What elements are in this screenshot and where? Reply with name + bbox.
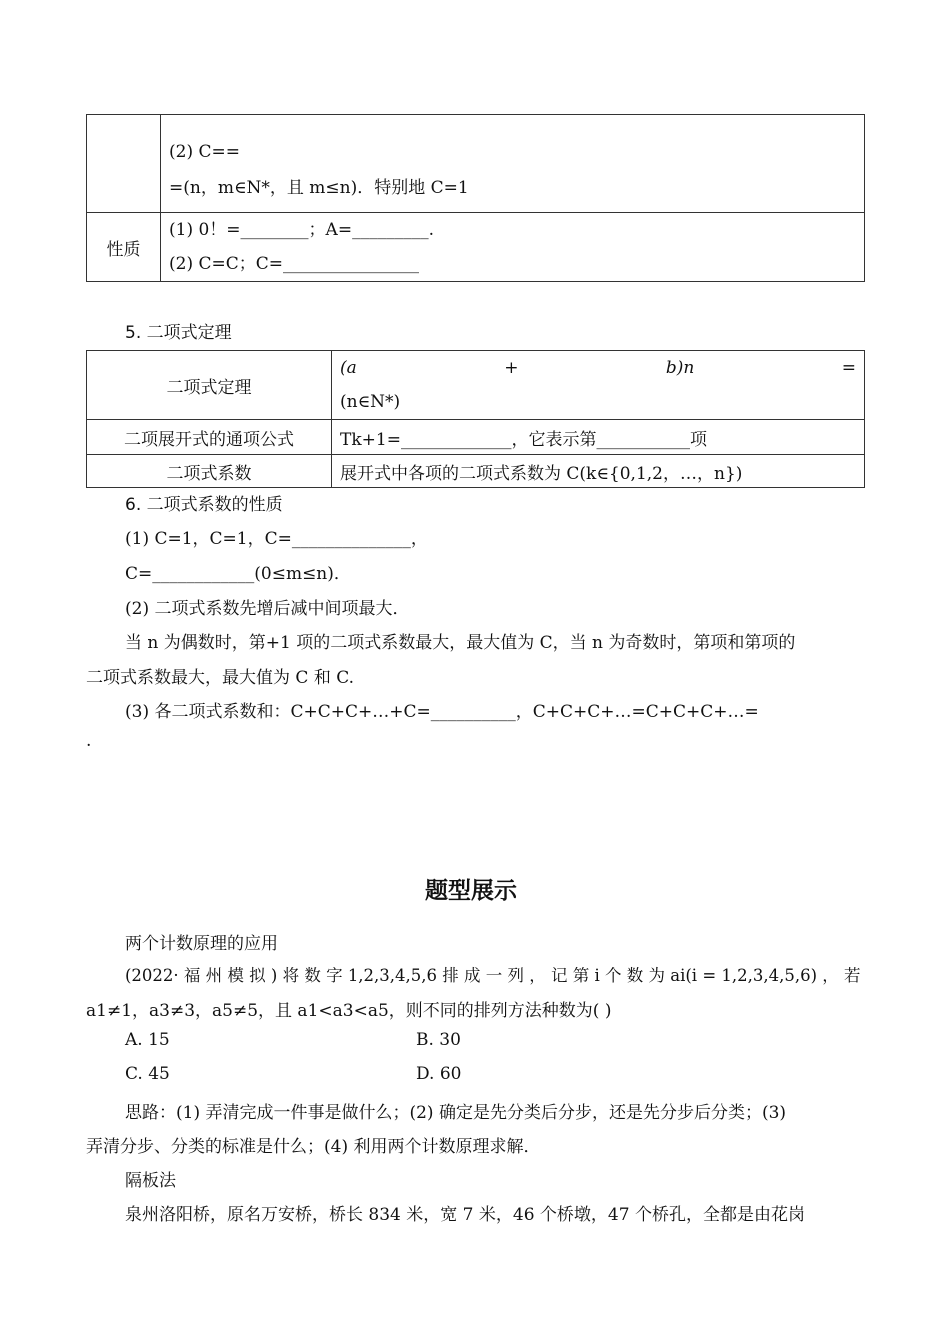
property-line-2: (2) C=C；C=________________ <box>169 254 419 274</box>
table1-row1-cell <box>161 115 865 213</box>
option-d[interactable]: D. 60 <box>416 1064 462 1084</box>
binomial-theorem-label: 二项式定理 <box>87 351 332 420</box>
section6-p7: . <box>86 731 92 751</box>
general-term-label: 二项展开式的通项公式 <box>87 420 332 455</box>
idea-line-1: 思路：(1) 弄清完成一件事是做什么；(2) 确定是先分类后分步，还是先分步后分类；(3) <box>125 1103 787 1123</box>
binomial-theorem-line2: (n∈N*) <box>340 392 401 412</box>
section6-p5: 二项式系数最大，最大值为 C 和 C. <box>86 668 355 688</box>
general-term-value: Tk+1=_____________，它表示第___________项 <box>332 420 865 455</box>
binomial-theorem-line1 <box>340 351 856 385</box>
section6-p3: (2) 二项式系数先增后减中间项最大． <box>125 599 410 619</box>
question-line-1: (2022· 福 州 模 拟 ) 将 数 字 1,2,3,4,5,6 排 成 一 列 ， 记 第 i 个 数 为 ai(i = 1,2,3,4,5,6) ， 若 <box>125 966 861 985</box>
formula-table <box>86 114 865 282</box>
section6-p1: (1) C=1，C=1，C=______________， <box>125 529 428 549</box>
subheading-counting: 两个计数原理的应用 <box>125 934 278 954</box>
binomial-theorem-cell <box>332 351 865 420</box>
binomial-table <box>86 350 865 488</box>
binomial-coef-value: 展开式中各项的二项式系数为 C(k∈{0,1,2，…，n}) <box>332 455 865 488</box>
option-a[interactable]: A. 15 <box>125 1030 170 1050</box>
section6-p4: 当 n 为偶数时，第+1 项的二项式系数最大，最大值为 C，当 n 为奇数时，第项和第项的 <box>125 633 796 653</box>
section6-p2: C=____________(0≤m≤n)． <box>125 564 351 584</box>
bridge-paragraph: 泉州洛阳桥，原名万安桥，桥长 834 米，宽 7 米，46 个桥墩，47 个桥孔，全都是由花岗 <box>125 1205 805 1225</box>
property-header: 性质 <box>87 213 161 282</box>
subheading-divider-method: 隔板法 <box>125 1171 176 1191</box>
plus-sign: + <box>504 358 519 378</box>
term-b-power: b)n <box>665 358 695 378</box>
combination-formula-cont: =(n，m∈N*，且 m≤n)．特别地 C=1 <box>169 177 469 198</box>
option-b[interactable]: B. 30 <box>416 1030 461 1050</box>
section6-heading: 6. 二项式系数的性质 <box>125 495 283 515</box>
section5-heading: 5. 二项式定理 <box>125 323 232 343</box>
table1-row2-cell <box>161 213 865 282</box>
option-c[interactable]: C. 45 <box>125 1064 170 1084</box>
binomial-coef-label: 二项式系数 <box>87 455 332 488</box>
question-line-2: a1≠1，a3≠3，a5≠5，且 a1<a3<a5，则不同的排列方法种数为( ) <box>86 1001 612 1021</box>
combination-formula: (2) C== <box>169 141 240 162</box>
equals-sign: = <box>841 358 856 378</box>
table1-empty-header <box>87 115 161 213</box>
section6-p6: (3) 各二项式系数和：C+C+C+…+C=__________，C+C+C+…=C+C+C+…= <box>125 702 759 722</box>
property-line-1: (1) 0！=________；A=_________. <box>169 220 434 240</box>
page-title: 题型展示 <box>425 878 517 904</box>
idea-line-2: 弄清分步、分类的标准是什么；(4) 利用两个计数原理求解． <box>86 1137 541 1157</box>
term-a: (a <box>340 358 357 378</box>
